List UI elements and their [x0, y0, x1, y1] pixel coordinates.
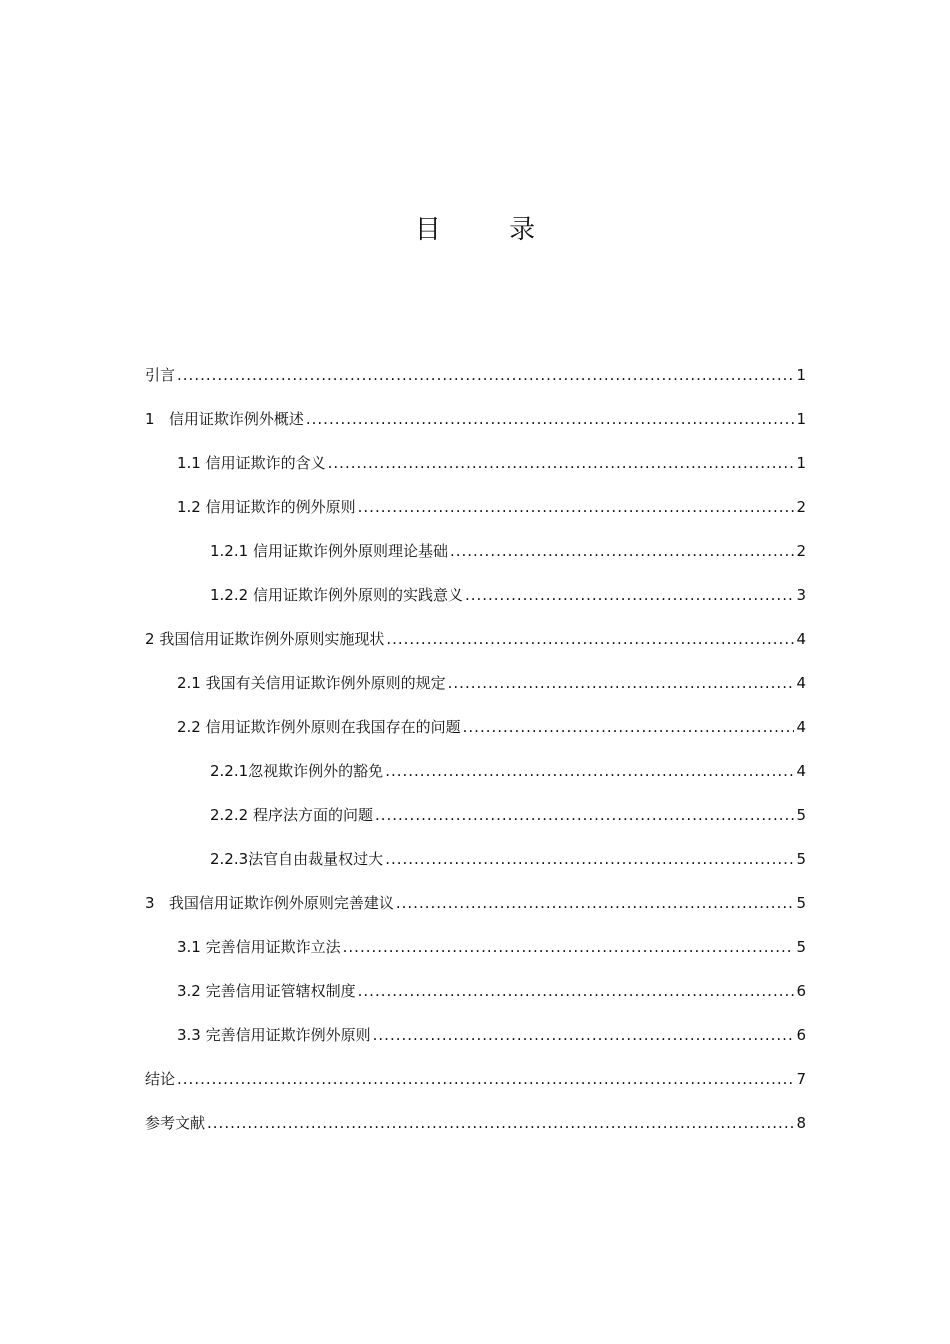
toc-dot-leader — [207, 1101, 794, 1145]
toc-entry-page: 4 — [796, 718, 806, 736]
toc-entry-page: 7 — [796, 1070, 806, 1088]
toc-entry-number: 3 — [145, 894, 169, 912]
toc-entry-label: 完善信用证欺诈例外原则 — [205, 1026, 371, 1044]
toc-entry-page: 4 — [796, 630, 806, 648]
toc-entry-label: 我国信用证欺诈例外原则完善建议 — [168, 894, 394, 912]
toc-entry-references[interactable] — [145, 1101, 806, 1145]
toc-entry-number: 2.1 — [177, 674, 206, 692]
toc-dot-leader — [385, 837, 794, 881]
table-of-contents — [145, 353, 806, 1145]
toc-entry-number: 2.2.3 — [210, 850, 249, 868]
toc-entry-number: 1 — [145, 410, 169, 428]
toc-entry-label: 信用证欺诈例外原则理论基础 — [252, 542, 448, 560]
toc-dot-leader — [375, 793, 795, 837]
toc-dot-leader — [463, 705, 795, 749]
toc-entry-label: 信用证欺诈的含义 — [205, 454, 326, 472]
toc-entry-label: 信用证欺诈例外原则在我国存在的问题 — [205, 718, 461, 736]
toc-entry-number: 1.1 — [177, 454, 206, 472]
toc-entry-page: 2 — [796, 542, 806, 560]
toc-dot-leader — [177, 353, 794, 397]
toc-entry-label: 完善信用证欺诈立法 — [205, 938, 341, 956]
toc-entry-section-3-2[interactable] — [145, 969, 806, 1013]
toc-entry-page: 3 — [796, 586, 806, 604]
toc-dot-leader — [177, 1057, 794, 1101]
toc-entry-number: 1.2 — [177, 498, 206, 516]
toc-entry-label: 我国信用证欺诈例外原则实施现状 — [159, 630, 385, 648]
toc-entry-label: 完善信用证管辖权制度 — [205, 982, 356, 1000]
toc-entry-section-1-2[interactable] — [145, 485, 806, 529]
toc-entry-page: 4 — [796, 674, 806, 692]
toc-entry-page: 8 — [796, 1114, 806, 1132]
toc-entry-page: 6 — [796, 1026, 806, 1044]
toc-entry-label: 信用证欺诈例外概述 — [168, 410, 304, 428]
toc-entry-section-1-2-2[interactable] — [145, 573, 806, 617]
toc-entry-page: 6 — [796, 982, 806, 1000]
toc-dot-leader — [306, 397, 795, 441]
toc-entry-chapter-1[interactable] — [145, 397, 806, 441]
toc-dot-leader — [385, 749, 794, 793]
toc-entry-label: 引言 — [145, 366, 176, 384]
toc-entry-label: 参考文献 — [145, 1114, 206, 1132]
toc-entry-number: 2.2 — [177, 718, 206, 736]
page-title: 目 录 — [414, 215, 566, 245]
toc-entry-intro[interactable] — [145, 353, 806, 397]
toc-entry-section-2-2[interactable] — [145, 705, 806, 749]
toc-dot-leader — [465, 573, 795, 617]
toc-entry-number: 3.1 — [177, 938, 206, 956]
toc-entry-section-1-1[interactable] — [145, 441, 806, 485]
toc-entry-number: 2 — [145, 630, 160, 648]
toc-entry-page: 5 — [796, 938, 806, 956]
toc-entry-page: 2 — [796, 498, 806, 516]
toc-entry-section-1-2-1[interactable] — [145, 529, 806, 573]
toc-entry-chapter-3[interactable] — [145, 881, 806, 925]
toc-entry-label: 我国有关信用证欺诈例外原则的规定 — [205, 674, 446, 692]
toc-entry-section-3-3[interactable] — [145, 1013, 806, 1057]
toc-entry-section-2-2-2[interactable] — [145, 793, 806, 837]
toc-entry-number: 3.2 — [177, 982, 206, 1000]
toc-entry-page: 1 — [796, 454, 806, 472]
toc-dot-leader — [328, 441, 795, 485]
toc-entry-label: 忽视欺诈例外的豁免 — [248, 762, 384, 780]
toc-dot-leader — [450, 529, 795, 573]
toc-entry-section-2-2-1[interactable] — [145, 749, 806, 793]
toc-entry-page: 1 — [796, 366, 806, 384]
toc-entry-page: 5 — [796, 850, 806, 868]
toc-entry-number: 2.2.1 — [210, 762, 249, 780]
toc-entry-page: 5 — [796, 894, 806, 912]
toc-entry-page: 5 — [796, 806, 806, 824]
toc-entry-page: 1 — [796, 410, 806, 428]
toc-dot-leader — [396, 881, 795, 925]
toc-dot-leader — [343, 925, 795, 969]
toc-entry-section-2-1[interactable] — [145, 661, 806, 705]
toc-entry-label: 信用证欺诈例外原则的实践意义 — [252, 586, 463, 604]
toc-entry-chapter-2[interactable] — [145, 617, 806, 661]
toc-entry-number: 1.2.2 — [210, 586, 253, 604]
toc-entry-number: 1.2.1 — [210, 542, 253, 560]
toc-entry-number: 3.3 — [177, 1026, 206, 1044]
toc-entry-label: 程序法方面的问题 — [252, 806, 373, 824]
toc-dot-leader — [448, 661, 795, 705]
toc-entry-label: 信用证欺诈的例外原则 — [205, 498, 356, 516]
toc-dot-leader — [358, 485, 795, 529]
toc-entry-section-3-1[interactable] — [145, 925, 806, 969]
toc-dot-leader — [386, 617, 794, 661]
toc-entry-section-2-2-3[interactable] — [145, 837, 806, 881]
toc-dot-leader — [373, 1013, 795, 1057]
toc-entry-number: 2.2.2 — [210, 806, 253, 824]
toc-entry-conclusion[interactable] — [145, 1057, 806, 1101]
toc-entry-label: 法官自由裁量权过大 — [248, 850, 384, 868]
toc-entry-label: 结论 — [145, 1070, 176, 1088]
toc-dot-leader — [358, 969, 795, 1013]
toc-entry-page: 4 — [796, 762, 806, 780]
